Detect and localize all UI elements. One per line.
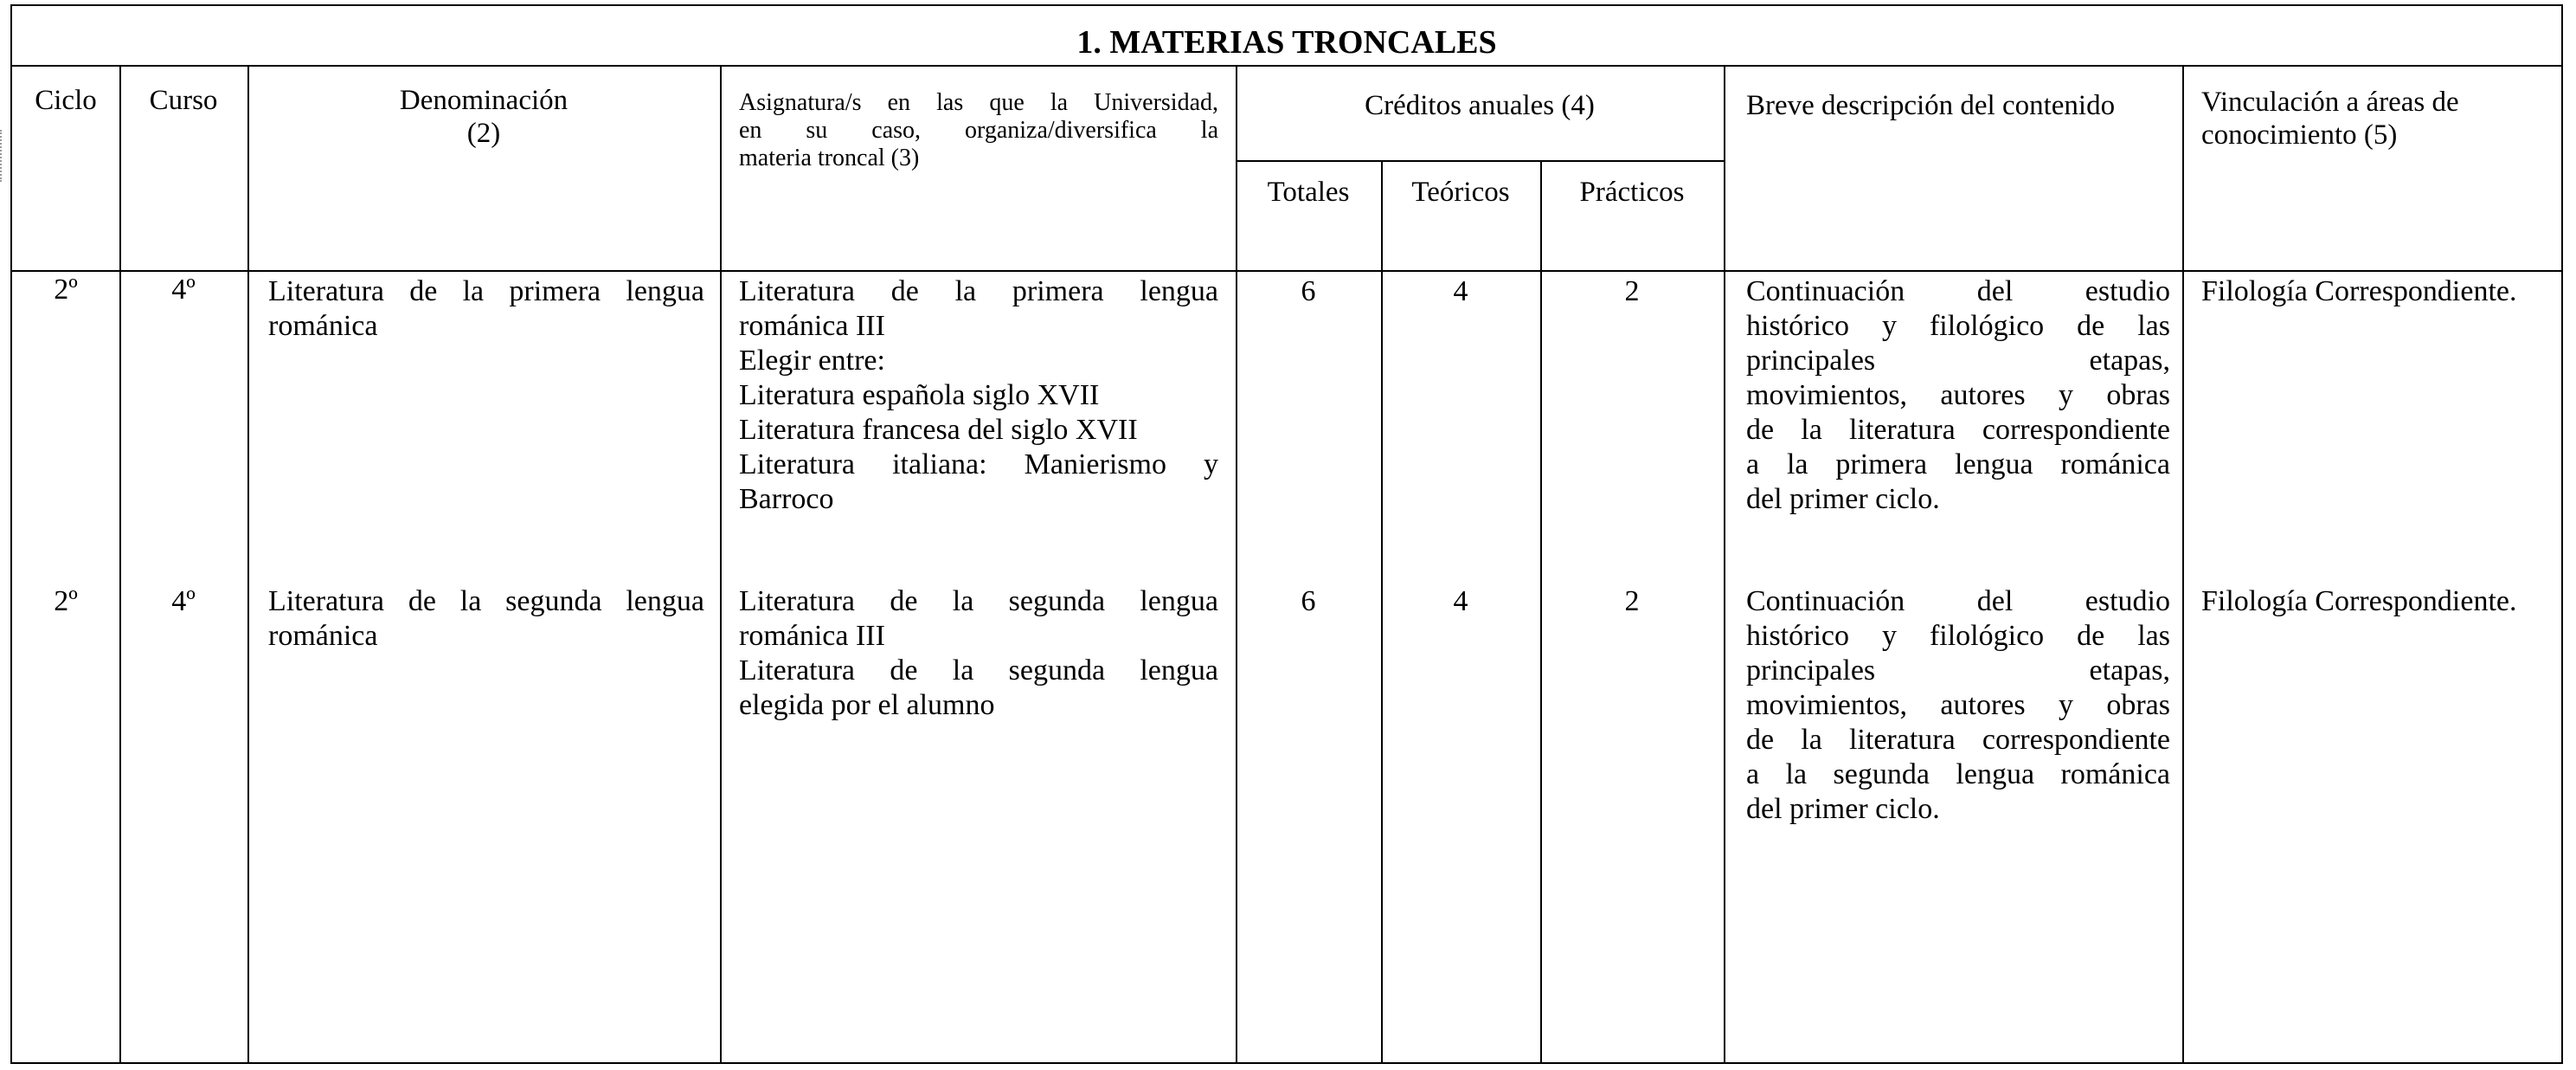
header-descripcion: Breve descripción del contenido bbox=[1746, 90, 2116, 121]
row1-denominacion-line: románica bbox=[268, 310, 378, 342]
row2-descripcion-line: del primer ciclo. bbox=[1746, 793, 1940, 825]
row1-denominacion bbox=[268, 274, 704, 344]
header-asignaturas-line: materia troncal (3) bbox=[739, 145, 920, 171]
row1-practicos: 2 bbox=[1624, 275, 1640, 307]
row2-curso: 4º bbox=[171, 585, 196, 617]
row2-descripcion-line: de la literatura correspondiente bbox=[1746, 724, 2170, 756]
row1-descripcion-line: Continuación del estudio bbox=[1746, 275, 2170, 307]
page-margin-mark bbox=[0, 130, 5, 182]
row2-asignaturas-line: elegida por el alumno bbox=[739, 689, 995, 721]
row1-ciclo: 2º bbox=[54, 274, 78, 306]
header-asignaturas-line: Asignatura/s en las que la Universidad, bbox=[739, 89, 1218, 116]
row2-denominacion-line: románica bbox=[268, 620, 378, 652]
header-ciclo: Ciclo bbox=[35, 85, 97, 116]
header-vinculacion bbox=[2201, 86, 2556, 151]
section-title: 1. MATERIAS TRONCALES bbox=[1076, 24, 1497, 61]
row1-descripcion-line: principales etapas, bbox=[1746, 345, 2170, 377]
header-teoricos: Teóricos bbox=[1411, 177, 1510, 208]
row1-curso: 4º bbox=[171, 274, 196, 306]
row2-vinculacion: Filología Correspondiente. bbox=[2201, 585, 2517, 617]
row1-descripcion bbox=[1746, 274, 2170, 517]
row1-descripcion-line: de la literatura correspondiente bbox=[1746, 414, 2170, 446]
row1-totales: 6 bbox=[1301, 275, 1316, 307]
header-curso: Curso bbox=[149, 85, 218, 116]
row1-asignaturas-line: Literatura de la primera lengua bbox=[739, 275, 1218, 307]
row2-descripcion-line: histórico y filológico de las bbox=[1746, 620, 2170, 652]
header-denominacion bbox=[247, 84, 720, 150]
row1-descripcion-line: del primer ciclo. bbox=[1746, 483, 1940, 515]
row1-teoricos: 4 bbox=[1453, 275, 1468, 307]
col-rule-creditos bbox=[1724, 65, 1725, 1064]
header-denominacion-line: Denominación bbox=[399, 85, 569, 116]
row1-descripcion-line: a la primera lengua románica bbox=[1746, 448, 2170, 480]
col-rule-descripcion bbox=[2182, 65, 2184, 1064]
header-asignaturas-line: en su caso, organiza/diversifica la bbox=[739, 117, 1218, 144]
row2-asignaturas-line: Literatura de la segunda lengua bbox=[739, 654, 1218, 686]
materias-troncales-table bbox=[10, 4, 2563, 1064]
row2-asignaturas bbox=[739, 584, 1218, 723]
row2-denominacion-line: Literatura de la segunda lengua bbox=[268, 585, 704, 617]
row1-asignaturas-line: Literatura italiana: Manierismo y bbox=[739, 448, 1218, 480]
row1-asignaturas-line: Elegir entre: bbox=[739, 345, 885, 377]
row2-descripcion bbox=[1746, 584, 2170, 827]
title-rule bbox=[12, 65, 2561, 67]
row2-asignaturas-line: Literatura de la segunda lengua bbox=[739, 585, 1218, 617]
header-totales: Totales bbox=[1267, 177, 1350, 208]
row1-denominacion-line: Literatura de la primera lengua bbox=[268, 275, 704, 307]
col-rule-denominacion bbox=[720, 65, 722, 1064]
header-vinculacion-line: Vinculación a áreas de bbox=[2201, 87, 2459, 118]
row1-asignaturas-line: Literatura francesa del siglo XVII bbox=[739, 414, 1138, 446]
row1-vinculacion: Filología Correspondiente. bbox=[2201, 275, 2517, 307]
row2-denominacion bbox=[268, 584, 704, 654]
header-denominacion-line: (2) bbox=[466, 118, 501, 149]
header-vinculacion-line: conocimiento (5) bbox=[2201, 119, 2398, 151]
col-rule-asignaturas bbox=[1236, 65, 1237, 1064]
row2-descripcion-line: movimientos, autores y obras bbox=[1746, 689, 2170, 721]
header-practicos: Prácticos bbox=[1579, 177, 1685, 208]
row1-asignaturas-line: románica III bbox=[739, 310, 885, 342]
row1-descripcion-line: histórico y filológico de las bbox=[1746, 310, 2170, 342]
row2-asignaturas-line: románica III bbox=[739, 620, 885, 652]
row1-asignaturas-line: Barroco bbox=[739, 483, 834, 515]
header-bottom-rule bbox=[12, 270, 2561, 272]
row2-teoricos: 4 bbox=[1453, 585, 1468, 617]
col-rule-ciclo bbox=[119, 65, 121, 1064]
row2-descripcion-line: Continuación del estudio bbox=[1746, 585, 2170, 617]
header-creditos: Créditos anuales (4) bbox=[1365, 90, 1595, 121]
header-asignaturas bbox=[739, 89, 1218, 171]
row2-descripcion-line: a la segunda lengua románica bbox=[1746, 758, 2170, 790]
row2-ciclo: 2º bbox=[54, 585, 78, 617]
row1-asignaturas-line: Literatura española siglo XVII bbox=[739, 379, 1100, 411]
row2-descripcion-line: principales etapas, bbox=[1746, 654, 2170, 686]
row1-descripcion-line: movimientos, autores y obras bbox=[1746, 379, 2170, 411]
row2-practicos: 2 bbox=[1624, 585, 1640, 617]
row2-totales: 6 bbox=[1301, 585, 1316, 617]
col-rule-curso bbox=[247, 65, 249, 1064]
creditos-subheader-rule bbox=[1236, 160, 1724, 162]
row1-asignaturas bbox=[739, 274, 1218, 517]
